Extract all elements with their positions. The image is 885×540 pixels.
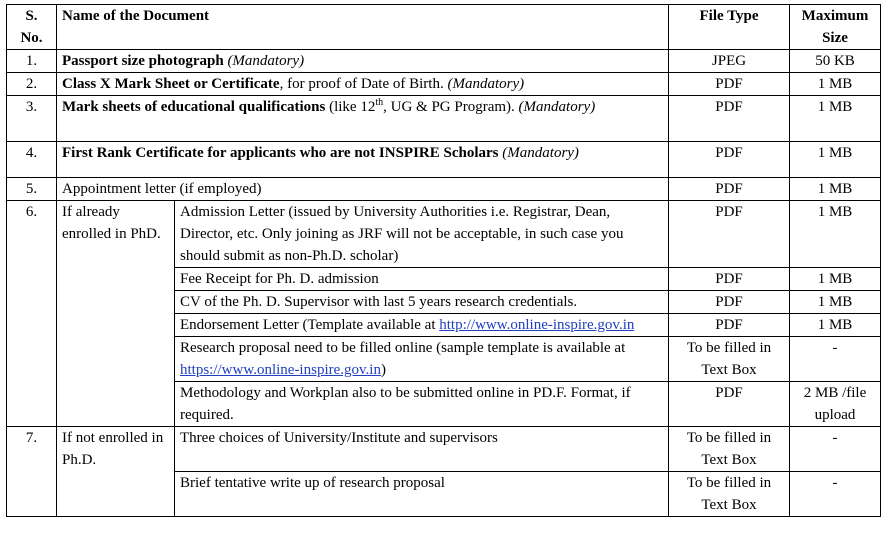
sub-document: CV of the Ph. D. Supervisor with last 5 years research credentials. [175, 291, 669, 314]
row-file-type: PDF [669, 142, 790, 178]
row-max-size: 1 MB [790, 201, 881, 268]
row-max-size: 1 MB [790, 73, 881, 96]
sub-document: Methodology and Workplan also to be submitted online in PD.F. Format, if required. [175, 382, 669, 427]
row-file-type: PDF [669, 201, 790, 268]
row-max-size: 1 MB [790, 96, 881, 142]
row-max-size: 1 MB [790, 142, 881, 178]
header-file-type: File Type [669, 5, 790, 50]
row-file-type: To be filled in Text Box [669, 472, 790, 517]
row-file-type: PDF [669, 178, 790, 201]
row-max-size: 1 MB [790, 291, 881, 314]
sub-document: Research proposal need to be filled online (sample template is available at https://www.online-inspire.gov.in) [175, 337, 669, 382]
table-header-row [7, 5, 881, 50]
table-row [7, 201, 881, 268]
table-row [7, 50, 881, 73]
online-inspire-https-link[interactable]: https://www.online-inspire.gov.in [180, 362, 381, 378]
row-document: Class X Mark Sheet or Certificate, for proof of Date of Birth. (Mandatory) [57, 73, 669, 96]
row-document: Mark sheets of educational qualifications (like 12th, UG & PG Program). (Mandatory) [57, 96, 669, 142]
table-row [7, 142, 881, 178]
row-file-type: PDF [669, 73, 790, 96]
table-row [7, 73, 881, 96]
row-max-size: 1 MB [790, 314, 881, 337]
sub-document: Brief tentative write up of research proposal [175, 472, 669, 517]
row-max-size: - [790, 337, 881, 382]
row-group-label: If already enrolled in PhD. [57, 201, 175, 427]
row-file-type: PDF [669, 314, 790, 337]
row-file-type: To be filled in Text Box [669, 427, 790, 472]
table-row [7, 96, 881, 142]
row-sno: 3. [7, 96, 57, 142]
row-file-type: PDF [669, 96, 790, 142]
row-sno: 4. [7, 142, 57, 178]
row-document: First Rank Certificate for applicants who are not INSPIRE Scholars (Mandatory) [57, 142, 669, 178]
row-document: Appointment letter (if employed) [57, 178, 669, 201]
table-row [7, 178, 881, 201]
row-file-type: PDF [669, 291, 790, 314]
sub-document: Three choices of University/Institute and supervisors [175, 427, 669, 472]
row-sno: 5. [7, 178, 57, 201]
header-max-size: Maximum Size [790, 5, 881, 50]
row-max-size: 2 MB /file upload [790, 382, 881, 427]
row-group-label: If not enrolled in Ph.D. [57, 427, 175, 517]
row-file-type: PDF [669, 382, 790, 427]
row-file-type: To be filled in Text Box [669, 337, 790, 382]
row-max-size: 50 KB [790, 50, 881, 73]
online-inspire-link[interactable]: http://www.online-inspire.gov.in [439, 317, 635, 333]
row-file-type: PDF [669, 268, 790, 291]
sub-document: Endorsement Letter (Template available at http://www.online-inspire.gov.in [175, 314, 669, 337]
row-max-size: 1 MB [790, 178, 881, 201]
row-sno: 6. [7, 201, 57, 427]
row-sno: 7. [7, 427, 57, 517]
documents-table [6, 4, 881, 517]
row-sno: 1. [7, 50, 57, 73]
row-sno: 2. [7, 73, 57, 96]
row-max-size: - [790, 427, 881, 472]
sub-document: Admission Letter (issued by University Authorities i.e. Registrar, Dean, Director, etc. Only joining as JRF will not be acceptable, in such case you should submit as non-Ph.D. scholar) [175, 201, 669, 268]
row-max-size: - [790, 472, 881, 517]
row-max-size: 1 MB [790, 268, 881, 291]
header-document-name: Name of the Document [57, 5, 669, 50]
table-row [7, 427, 881, 472]
row-document: Passport size photograph (Mandatory) [57, 50, 669, 73]
sub-document: Fee Receipt for Ph. D. admission [175, 268, 669, 291]
row-file-type: JPEG [669, 50, 790, 73]
header-sno: S. No. [7, 5, 57, 50]
